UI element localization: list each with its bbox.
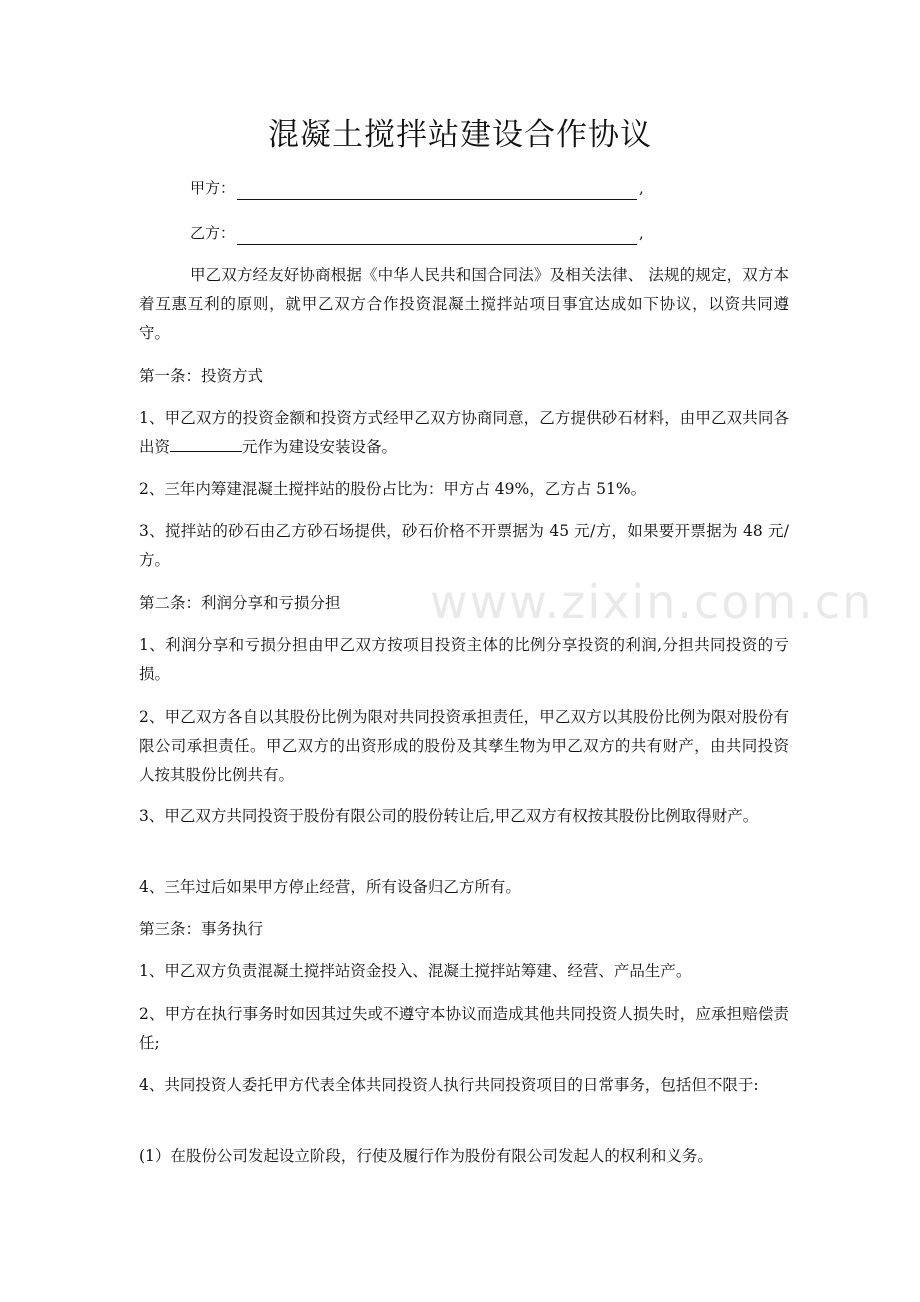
amount-blank[interactable] — [170, 437, 242, 452]
article3-sub1: (1）在股份公司发起设立阶段，行使及履行作为股份有限公司发起人的权利和义务。 — [139, 1147, 713, 1165]
document-title: 混凝土搅拌站建设合作协议 — [268, 117, 652, 153]
article1-item2: 2、三年内筹建混凝土搅拌站的股份占比为：甲方占 49%，乙方占 51%。 — [139, 480, 647, 498]
article2-item1: 1、利润分享和亏损分担由甲乙双方按项目投资主体的比例分享投资的利润,分担共同投资的亏损。 — [139, 636, 789, 683]
article2-item4: 4、三年过后如果甲方停止经营，所有设备归乙方所有。 — [139, 878, 521, 896]
party-b-blank[interactable] — [237, 226, 637, 245]
article3-heading: 第三条：事务执行 — [139, 920, 264, 938]
article2-item2: 2、甲乙双方各自以其股份比例为限对共同投资承担责任，甲乙双方以其股份比例为限对股份有限公司承担责任。甲乙双方的出资形成的股份及其孳生物为甲乙双方的共有财产，由共同投资人按其股份比例共有。 — [139, 708, 789, 784]
party-b-line — [190, 221, 644, 245]
watermark: www.zixin.com.cn — [430, 575, 874, 629]
party-a-label: 甲方： — [190, 179, 236, 197]
party-a-comma: , — [639, 179, 644, 197]
party-a-line — [190, 176, 644, 200]
party-a-blank[interactable] — [237, 181, 637, 200]
article2-heading: 第二条：利润分享和亏损分担 — [139, 594, 341, 612]
article1-heading: 第一条：投资方式 — [139, 367, 264, 385]
article3-item4: 4、共同投资人委托甲方代表全体共同投资人执行共同投资项目的日常事务，包括但不限于: — [139, 1076, 759, 1094]
article1-item1 — [139, 404, 789, 462]
article1-item3: 3、搅拌站的砂石由乙方砂石场提供，砂石价格不开票据为 45 元/方，如果要开票据为 48 元/方。 — [139, 522, 789, 569]
article3-item2: 2、甲方在执行事务时如因其过失或不遵守本协议而造成其他共同投资人损失时，应承担赔偿责任; — [139, 1005, 789, 1052]
party-b-comma: , — [639, 224, 644, 242]
article1-item1-text: 1、甲乙双方的投资金额和投资方式经甲乙双方协商同意，乙方提供砂石材料，由甲乙双共同各出资 — [139, 409, 789, 456]
article3-item1: 1、甲乙双方负责混凝土搅拌站资金投入、混凝土搅拌站筹建、经营、产品生产。 — [139, 962, 692, 980]
party-b-label: 乙方： — [190, 224, 236, 242]
intro-paragraph: 甲乙双方经友好协商根据《中华人民共和国合同法》及相关法律、 法规的规定，双方本着互惠互利的原则，就甲乙双方合作投资混凝土搅拌站项目事宜达成如下协议，以资共同遵守。 — [139, 266, 789, 342]
article2-item3: 3、甲乙双方共同投资于股份有限公司的股份转让后,甲乙双方有权按其股份比例取得财产。 — [139, 807, 759, 825]
article1-item1-tail: 元作为建设安装设备。 — [242, 438, 398, 456]
